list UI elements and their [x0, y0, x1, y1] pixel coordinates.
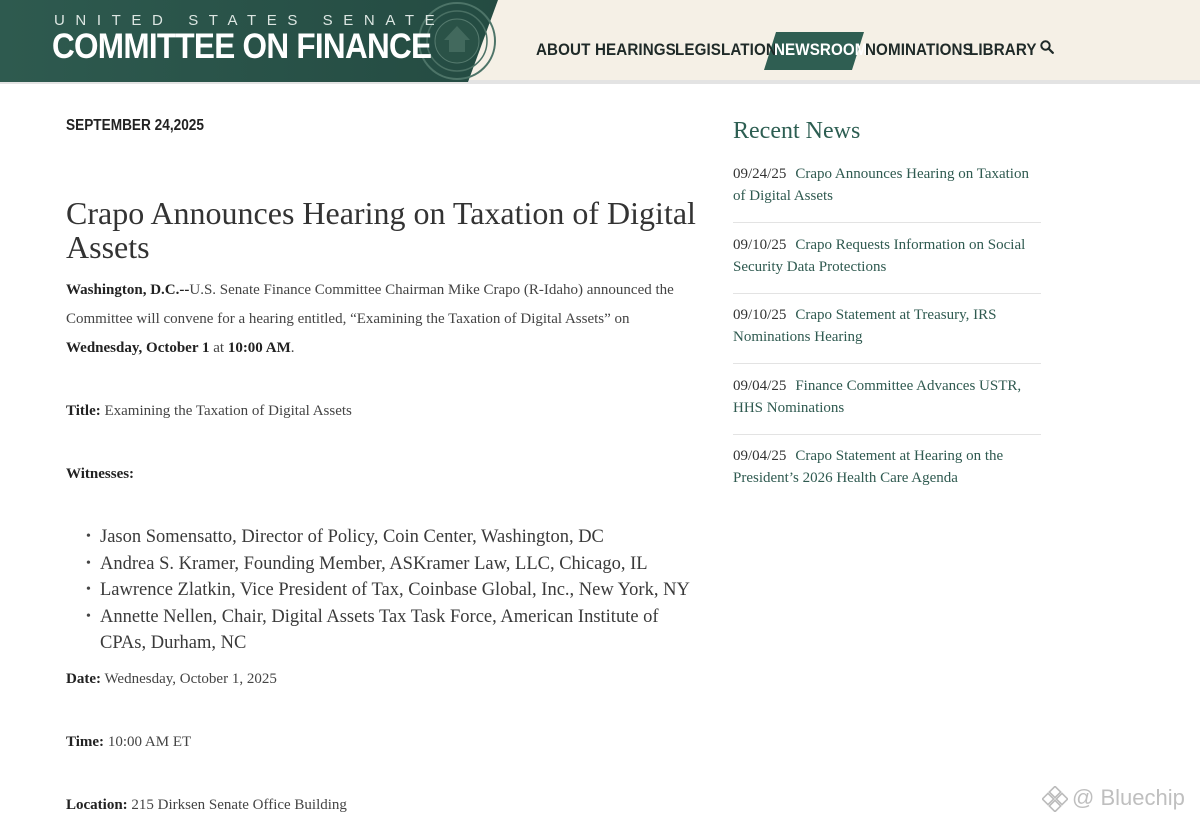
- news-divider: [733, 363, 1041, 364]
- nav-about[interactable]: ABOUT: [536, 41, 591, 59]
- title-field-label: Title:: [66, 403, 101, 419]
- news-date: 09/04/25: [733, 378, 787, 394]
- site-logo[interactable]: [0, 0, 500, 82]
- hearing-day: Wednesday, October 1: [66, 340, 210, 356]
- intro-line-3: [66, 340, 294, 357]
- news-divider: [733, 222, 1041, 223]
- date-field-label: Date:: [66, 671, 101, 687]
- witnesses-label: [66, 466, 134, 483]
- watermark: [1042, 785, 1185, 812]
- news-date: 09/10/25: [733, 307, 787, 323]
- news-link[interactable]: Crapo Statement at Treasury, IRS Nominations Hearing: [733, 307, 997, 345]
- binance-logo-icon: [1042, 786, 1068, 812]
- intro-line-1: [66, 282, 674, 299]
- intro-line-2: Committee will convene for a hearing entitled, “Examining the Taxation of Digital Assets” on: [66, 311, 630, 327]
- news-link[interactable]: Crapo Requests Information on Social Security Data Protections: [733, 237, 1026, 275]
- date-field: [66, 671, 277, 688]
- org-name: COMMITTEE ON FINANCE: [52, 27, 432, 66]
- org-line: UNITED STATES SENATE: [54, 12, 446, 29]
- list-item: • Andrea S. Kramer, Founding Member, ASKramer Law, LLC, Chicago, IL: [84, 551, 704, 578]
- list-item: • Annette Nellen, Chair, Digital Assets Tax Task Force, American Institute of CPAs, Durham, NC: [84, 604, 704, 657]
- nav-library[interactable]: LIBRARY: [969, 41, 1037, 59]
- news-divider: [733, 293, 1041, 294]
- news-link[interactable]: Crapo Announces Hearing on Taxation of Digital Assets: [733, 166, 1029, 204]
- witnesses-label-text: Witnesses:: [66, 466, 135, 482]
- news-item[interactable]: [733, 375, 1041, 419]
- location-field-value: 215 Dirksen Senate Office Building: [127, 797, 347, 813]
- news-link[interactable]: Finance Committee Advances USTR, HHS Nominations: [733, 378, 1022, 416]
- date-field-value: Wednesday, October 1, 2025: [100, 671, 277, 687]
- news-item[interactable]: [733, 234, 1041, 278]
- news-date: 09/04/25: [733, 448, 787, 464]
- news-item[interactable]: [733, 163, 1041, 207]
- witness-list: [84, 524, 704, 657]
- location-field: [66, 797, 347, 814]
- search-icon[interactable]: [1040, 40, 1054, 54]
- time-field-value: 10:00 AM ET: [104, 734, 192, 750]
- article-date: SEPTEMBER 24,2025: [66, 117, 204, 134]
- time-field: [66, 734, 191, 751]
- list-item: • Lawrence Zlatkin, Vice President of Tax, Coinbase Global, Inc., New York, NY: [84, 577, 704, 604]
- article-title: Crapo Announces Hearing on Taxation of Digital Assets: [66, 195, 696, 265]
- title-field: [66, 403, 352, 420]
- time-field-label: Time:: [66, 734, 105, 750]
- watermark-text: @ Bluechip: [1072, 785, 1185, 810]
- location-field-label: Location:: [66, 797, 128, 813]
- news-divider: [733, 434, 1041, 435]
- nav-legislation[interactable]: LEGISLATION: [675, 41, 777, 59]
- news-date: 09/24/25: [733, 166, 787, 182]
- news-link[interactable]: Crapo Statement at Hearing on the President’s 2026 Health Care Agenda: [733, 448, 1004, 486]
- nav-nominations[interactable]: NOMINATIONS: [865, 41, 973, 59]
- intro-period: .: [290, 340, 295, 356]
- intro-at: at: [209, 340, 228, 356]
- news-item[interactable]: [733, 445, 1041, 489]
- hearing-time: 10:00 AM: [227, 340, 291, 356]
- title-field-value: Examining the Taxation of Digital Assets: [100, 403, 352, 419]
- intro-text-1: U.S. Senate Finance Committee Chairman Mike Crapo (R-Idaho) announced the: [189, 282, 674, 298]
- nav-hearings[interactable]: HEARINGS: [595, 41, 676, 59]
- recent-news-heading: Recent News: [733, 118, 861, 144]
- dateline: Washington, D.C.--: [66, 282, 190, 298]
- list-item: • Jason Somensatto, Director of Policy, Coin Center, Washington, DC: [84, 524, 704, 551]
- news-date: 09/10/25: [733, 237, 787, 253]
- news-item[interactable]: [733, 304, 1041, 348]
- nav-newsroom[interactable]: NEWSROOM: [774, 41, 868, 59]
